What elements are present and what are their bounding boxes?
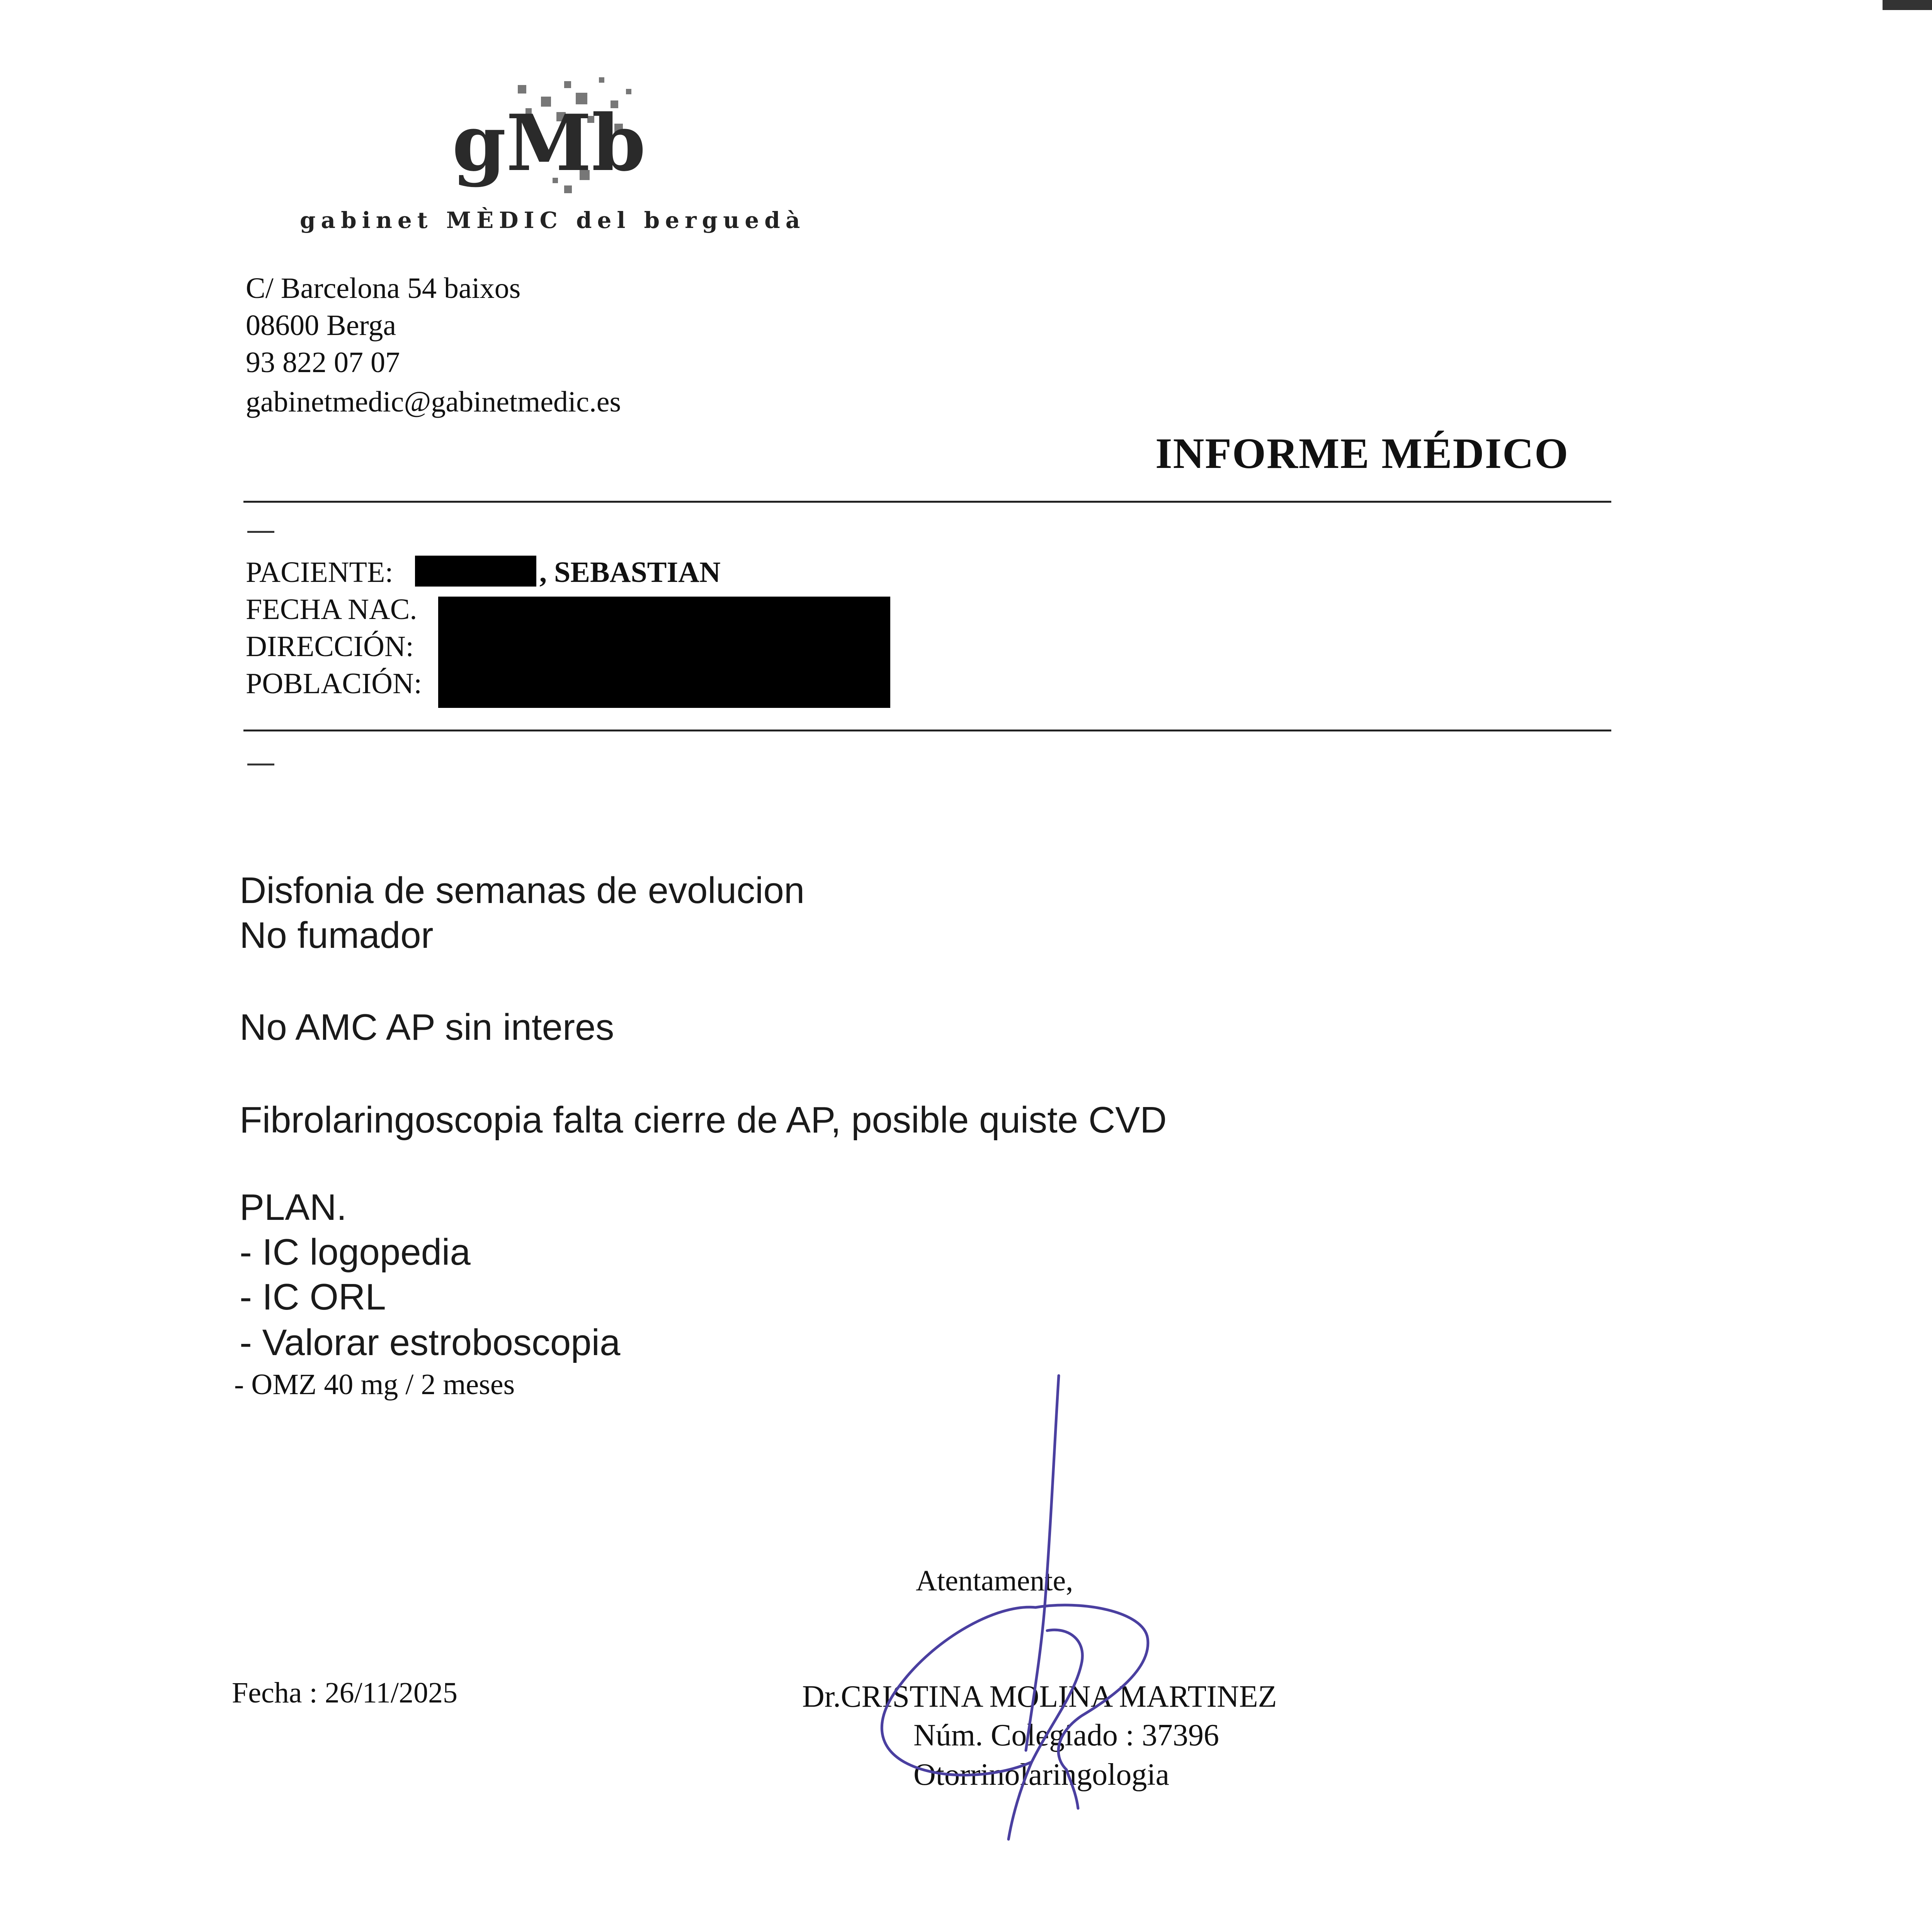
clinic-city: 08600 Berga [246,309,396,342]
report-date: Fecha : 26/11/2025 [232,1677,457,1709]
clinic-email: gabinetmedic@gabinetmedic.es [246,386,621,418]
closing-text: Atentamente, [916,1565,1073,1597]
medication-line: - OMZ 40 mg / 2 meses [234,1368,515,1401]
patient-divider [243,730,1611,731]
patient-name: , SEBASTIAN [539,556,721,588]
plan-heading: PLAN. [240,1187,347,1228]
patient-details-redaction [438,597,890,708]
clinical-line-2: No fumador [240,915,434,956]
logo-text: gMb [452,98,646,189]
patient-dash [247,764,274,765]
patient-surname-redaction [415,556,536,587]
clinical-line-1: Disfonia de semanas de evolucion [240,870,805,911]
plan-item-1: - IC logopedia [240,1231,471,1273]
doctor-specialty: Otorrinolaringologia [913,1758,1170,1792]
patient-label: PACIENTE: [246,556,393,588]
clinical-line-3: No AMC AP sin interes [240,1007,614,1048]
header-dash [247,531,274,533]
clinic-name: gabinet MÈDIC del berguedà [300,207,806,233]
header-divider [243,501,1611,503]
clinic-logo [448,73,665,205]
report-title: INFORME MÉDICO [1155,430,1569,478]
doctor-license: Núm. Colegiado : 37396 [913,1718,1219,1752]
town-label: POBLACIÓN: [246,667,422,700]
address-label: DIRECCIÓN: [246,630,414,663]
clinic-phone: 93 822 07 07 [246,346,400,379]
clinical-line-4: Fibrolaringoscopia falta cierre de AP, posible quiste CVD [240,1099,1167,1141]
birth-date-label: FECHA NAC. [246,593,417,626]
plan-item-2: - IC ORL [240,1276,386,1318]
scan-edge-mark [1883,0,1932,10]
plan-item-3: - Valorar estroboscopia [240,1322,621,1363]
clinic-street: C/ Barcelona 54 baixos [246,272,521,304]
doctor-name: Dr.CRISTINA MOLINA MARTINEZ [802,1680,1277,1714]
